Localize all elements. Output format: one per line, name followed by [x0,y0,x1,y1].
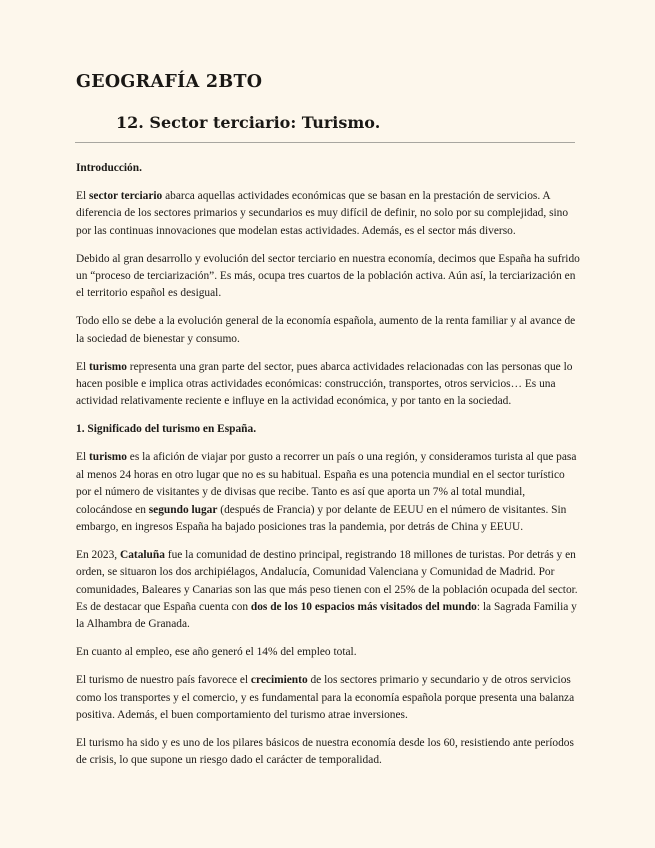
bold-term: crecimiento [250,674,308,687]
bold-term: dos de los 10 espacios más visitados del mundo [250,601,477,614]
bold-term: segundo lugar [148,503,218,516]
text: En 2023, [76,548,120,561]
text: Debido al gran desarrollo y evolución del sector terciario en nuestra economía, decimos que España ha sufrido un “proceso de terciarización”. Es más, ocupa tres cuartos de la población activa. Aún así, la terciarización en el territorio español es desigual. [76,252,580,300]
bold-term: Cataluña [119,548,165,561]
text: En cuanto al empleo, ese año generó el 14% del empleo total. [76,646,357,659]
section-heading-significado: 1. Significado del turismo en España. [76,423,257,436]
text: El [76,189,89,202]
bold-term: turismo [88,451,127,464]
text: es la afición de viajar por gusto a recorrer un país o una región, y consideramos turista al que pasa al menos 24 horas en otro lugar que no es su habitual. España es una potencia mundial en el sector turístico por el número de visitantes y de divisas que recibe. Tanto es así que aporta un 7% al total mundial, colocándose en [76,451,577,516]
text: representa una gran parte del sector, pues abarca actividades relacionadas con las personas que lo hacen posible e implica otras actividades económicas: construcción, transportes, otros servicios… Es una actividad relativamente reciente e influye en la actividad económica, y por tanto en la sociedad. [76,360,573,408]
paragraph [76,449,582,536]
document-title: GEOGRAFÍA 2BTO [76,72,263,92]
title-divider [75,142,575,143]
text: El turismo de nuestro país favorece el [76,674,251,687]
paragraph [76,359,582,411]
text: El turismo ha sido y es uno de los pilares básicos de nuestra economía desde los 60, resistiendo ante períodos de crisis, lo que supone un riesgo dado el carácter de temporalidad. [76,736,574,767]
text: de los sectores primario y secundario y de otros servicios como los transportes y el comercio, y es fundamental para la economía española porque presenta una balanza positiva. Además, el buen comportamiento del turismo atrae inversiones. [76,674,575,722]
paragraph [76,251,582,303]
paragraph [76,644,582,661]
text: (después de Francia) y por delante de EEUU en el número de visitantes. Sin embargo, en ingresos España ha bajado posiciones tras la pandemia, por detrás de China y EEUU. [76,503,567,533]
text: Todo ello se debe a la evolución general de la economía española, aumento de la renta familiar y al avance de la sociedad de bienestar y consumo. [76,315,576,345]
paragraph [76,547,582,634]
paragraph [76,735,582,770]
paragraph [76,672,582,724]
bold-term: turismo [88,360,127,373]
text: El [76,360,89,373]
text: El [76,451,89,464]
text: : la Sagrada Familia y la Alhambra de Granada. [76,601,577,631]
paragraph [76,313,582,348]
paragraph [76,188,582,240]
text: abarca aquellas actividades económicas que se basan en la prestación de servicios. A diferencia de los sectores primarios y secundarios es muy difícil de definir, no solo por su complejidad, sino por las continuas innovaciones que modelan estas actividades. Además, es el sector más diverso. [76,189,569,237]
text: fue la comunidad de destino principal, registrando 18 millones de turistas. Por detrás y en orden, se situaron los dos archipiélagos, Andalucía, Comunidad Valenciana y Comunidad de Madrid. Por comunidades, Baleares y Canarias son las que más peso tienen con el 25% de la población ocupada del sector. Es de destacar que España cuenta con [76,548,578,614]
document-body [76,160,582,780]
document-subtitle: 12. Sector terciario: Turismo. [116,113,381,132]
section-heading-introduccion: Introducción. [76,162,142,174]
bold-term: sector terciario [88,189,163,202]
